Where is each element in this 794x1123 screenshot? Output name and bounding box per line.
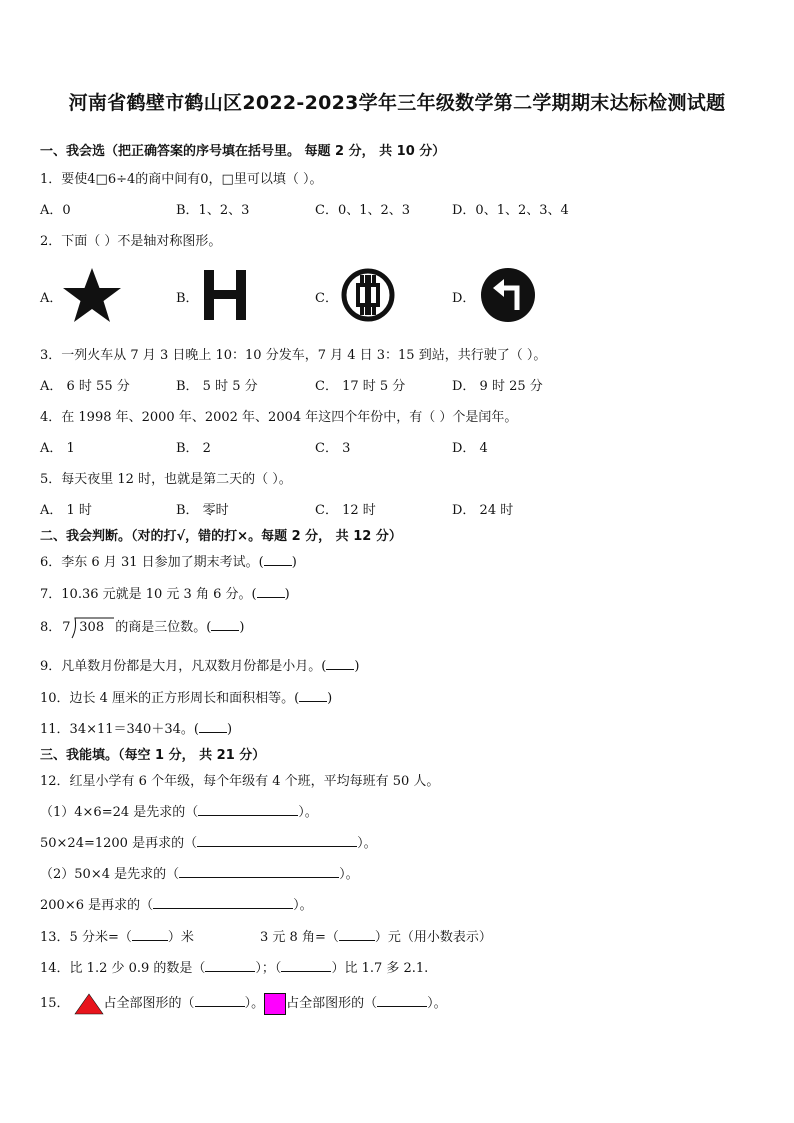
question-8-close: ) [239,620,245,635]
q1-option-c: C．0、1、2、3 [315,203,411,218]
q15-text-b: 占全部图形的（ [103,996,195,1011]
q13-text-b: ）米 [167,930,194,945]
letter-h-icon [200,268,250,322]
answer-blank[interactable] [199,718,227,733]
q3-option-a: A． 6 时 55 分 [40,379,130,394]
question-11-text: 11．34×11＝340＋34。( [40,722,199,737]
q15-number: 15． [40,996,70,1011]
q12-line1-close: ）。 [298,805,318,820]
q2-option-a-label: A． [40,291,63,306]
q5-option-b: B． 零时 [176,503,229,518]
q14-text-a: 14．比 1.2 少 0.9 的数是（ [40,961,206,976]
q12-line3-close: ）。 [339,867,359,882]
red-triangle-icon [74,993,104,1015]
q14-text-b: ）；（ [255,961,282,976]
question-12-part-1b [40,832,377,851]
q1-option-a: A．0 [40,203,71,218]
q4-option-b: B． 2 [176,441,211,456]
q2-option-d-label: D． [452,291,476,306]
question-6-close: ) [291,555,297,570]
answer-blank[interactable] [257,583,285,598]
answer-blank[interactable] [326,655,354,670]
question-10-text: 10．边长 4 厘米的正方形周长和面积相等。( [40,691,300,706]
q13-text-c: 3 元 8 角=（ [260,930,339,945]
q12-line2-close: ）。 [357,836,377,851]
q12-line4-close: ）。 [293,898,313,913]
q15-text-e: ）。 [427,996,447,1011]
q14-text-c: ）比 1.7 多 2.1. [331,961,429,976]
question-9-text: 9．凡单数月份都是大月，凡双数月份都是小月。( [40,659,327,674]
magenta-square-icon [264,993,286,1015]
question-1: 1．要使4□6÷4的商中间有0，□里可以填（ ）。 [40,172,323,187]
answer-blank[interactable] [153,894,293,909]
answer-blank[interactable] [205,957,255,972]
answer-blank[interactable] [264,551,292,566]
star-icon [60,266,124,324]
question-12-part-2 [40,863,359,882]
q4-option-a: A． 1 [40,441,75,456]
q1-option-d: D．0、1、2、3、4 [452,203,569,218]
question-7-close: ) [284,587,290,602]
question-14 [40,957,428,976]
question-3: 3．一列火车从 7 月 3 日晚上 10：10 分发车，7 月 4 日 3：15 到站，共行驶了（ ）。 [40,348,547,363]
q12-line1-text: （1）4×6=24 是先求的（ [40,805,199,820]
question-8-number: 8． [40,620,62,635]
question-11-close: ) [226,722,233,737]
turn-left-sign-icon [479,266,537,324]
q5-option-d: D． 24 时 [452,503,514,518]
section-3-heading: 三、我能填。（每空 1 分， 共 21 分） [40,748,266,763]
q12-line3-text: （2）50×4 是先求的（ [40,867,180,882]
question-11 [40,718,232,737]
q2-option-c-label: C． [315,291,338,306]
question-7-text: 7．10.36 元就是 10 元 3 角 6 分。( [40,587,257,602]
q12-line2-text: 50×24=1200 是再求的（ [40,836,198,851]
q1-option-b: B．1、2、3 [176,203,250,218]
page-title: 河南省鹤壁市鹤山区2022-2023学年三年级数学第二学期期末达标检测试题 [68,92,726,114]
question-13-part-2 [260,926,492,945]
question-15 [40,992,447,1015]
question-6-text: 6．李东 6 月 31 日参加了期末考试。( [40,555,264,570]
answer-blank[interactable] [179,863,339,878]
question-9 [40,655,359,674]
q4-option-d: D． 4 [452,441,488,456]
answer-blank[interactable] [132,926,168,941]
section-1-heading: 一、我会选（把正确答案的序号填在括号里。 每题 2 分， 共 10 分） [40,144,446,159]
q5-option-c: C． 12 时 [315,503,376,518]
q3-option-d: D． 9 时 25 分 [452,379,543,394]
answer-blank[interactable] [281,957,331,972]
q4-option-c: C． 3 [315,441,351,456]
question-12: 12．红星小学有 6 个年级，每个年级有 4 个班，平均每班有 50 人。 [40,774,440,789]
answer-blank[interactable] [195,992,245,1007]
answer-blank[interactable] [211,616,239,631]
q15-text-d: 占全部图形的（ [286,996,378,1011]
question-4: 4．在 1998 年、2000 年、2002 年、2004 年这四个年份中，有（ ）个是闰年。 [40,410,518,425]
question-10-close: ) [327,691,333,706]
q3-option-b: B． 5 时 5 分 [176,379,258,394]
dividend: 308 [79,619,105,635]
question-5: 5．每天夜里 12 时，也就是第二天的（ ）。 [40,472,292,487]
q13-text-a: 13．5 分米=（ [40,930,132,945]
bank-logo-icon [340,267,396,323]
answer-blank[interactable] [339,926,375,941]
question-12-part-2b [40,894,313,913]
answer-blank[interactable] [377,992,427,1007]
q3-option-c: C． 17 时 5 分 [315,379,406,394]
question-8-text: 的商是三位数。( [115,620,212,635]
q2-option-b-label: B． [176,291,199,306]
q12-line4-text: 200×6 是再求的（ [40,898,154,913]
q15-text-c: ）。 [244,996,265,1011]
question-7 [40,583,290,602]
question-13 [40,926,194,945]
answer-blank[interactable] [197,832,357,847]
answer-blank[interactable] [299,687,327,702]
long-division-symbol [61,617,115,639]
question-6 [40,551,297,570]
q5-option-a: A． 1 时 [40,503,92,518]
divisor: 7 [62,619,71,635]
question-2: 2．下面（ ）不是轴对称图形。 [40,234,222,249]
question-8 [40,616,244,639]
q13-text-d: ）元（用小数表示） [374,930,492,945]
answer-blank[interactable] [198,801,298,816]
question-10 [40,687,332,706]
section-2-heading: 二、我会判断。（对的打√，错的打×。每题 2 分， 共 12 分） [40,529,402,544]
question-9-close: ) [354,659,360,674]
question-12-part-1 [40,801,318,820]
